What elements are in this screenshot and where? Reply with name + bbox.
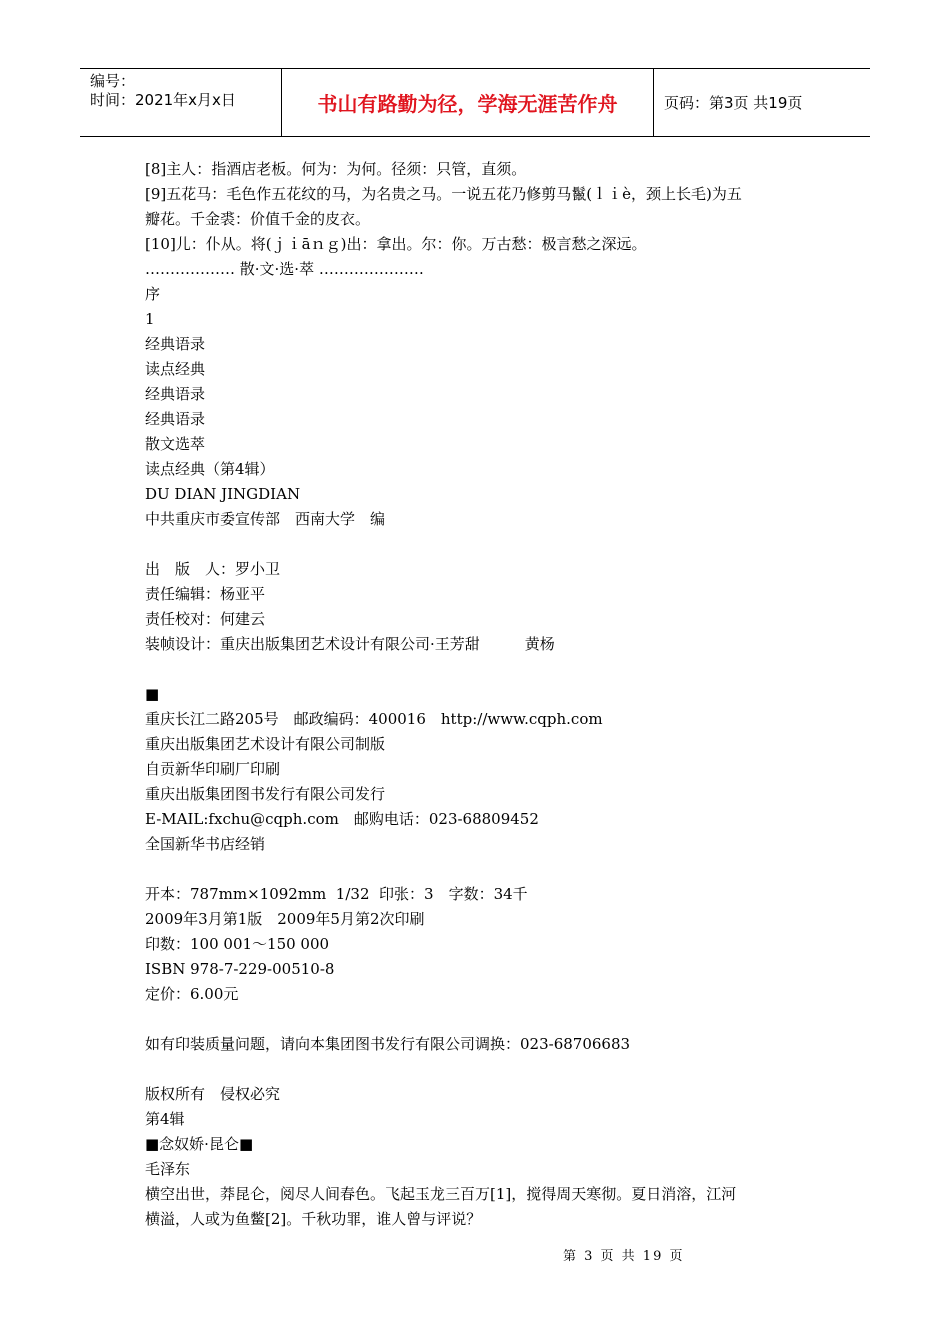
section-divider: ……………… 散·文·选·萃 ………………… [145,260,424,278]
body-line: 2009年3月第1版 2009年5月第2次印刷 [145,910,425,928]
body-line: 开本：787mm×1092mm 1/32 印张：3 字数：34千 [145,885,528,903]
body-line: 重庆出版集团图书发行有限公司发行 [145,785,386,803]
blank-line [145,1057,815,1082]
body-line: 经典语录 [145,410,206,428]
blank-line [145,1007,815,1032]
body-line: 责任编辑：杨亚平 [145,585,266,603]
body-line: 中共重庆市委宣传部 西南大学 编 [145,510,386,528]
body-line: 第4辑 [145,1110,185,1128]
blank-line [145,857,815,882]
footer-page-number: 第 3 页 共 19 页 [563,1249,685,1264]
header-meta-cell [80,69,282,136]
body-line: [9]五花马：毛色作五花纹的马，为名贵之马。一说五花乃修剪马鬣(ｌｉè，颈上长毛)为五 [145,185,742,203]
body-line: 1 [145,310,155,328]
document-body [145,157,815,1232]
body-line: 读点经典（第4辑） [145,460,275,478]
poem-line: 横溢，人或为鱼鳖[2]。千秋功罪，谁人曾与评说？ [145,1210,482,1228]
body-line: E-MAIL:fxchu@cqph.com 邮购电话：023-68809452 [145,810,539,828]
body-line: 重庆长江二路205号 邮政编码：400016 http://www.cqph.com [145,710,603,728]
header-motto: 书山有路勤为径，学海无涯苦作舟 [282,69,654,136]
body-line: 定价：6.00元 [145,985,239,1003]
body-line: 全国新华书店经销 [145,835,266,853]
body-line: 责任校对：何建云 [145,610,266,628]
square-bullet: ■ [145,685,160,703]
body-line: 装帧设计：重庆出版集团艺术设计有限公司·王芳甜 黄杨 [145,635,555,653]
poem-author: 毛泽东 [145,1160,191,1178]
header-table [80,68,870,137]
header-time-label: 时间：2021年x月x日 [90,91,236,109]
poem-line: 横空出世，莽昆仑，阅尽人间春色。飞起玉龙三百万[1]，搅得周天寒彻。夏日消溶，江河 [145,1185,737,1203]
body-line: 散文选萃 [145,435,206,453]
header-number-label: 编号： [90,72,136,90]
header-page-label: 页码：第3页 共19页 [664,94,803,112]
body-line: 出 版 人：罗小卫 [145,560,281,578]
body-line: DU DIAN JINGDIAN [145,485,301,503]
poem-title: ■念奴娇·昆仑■ [145,1135,254,1153]
body-line: 经典语录 [145,335,206,353]
body-line: [8]主人：指酒店老板。何为：为何。径须：只管，直须。 [145,160,527,178]
body-line: 瓣花。千金裘：价值千金的皮衣。 [145,210,371,228]
body-line: 自贡新华印刷厂印刷 [145,760,281,778]
body-line: 重庆出版集团艺术设计有限公司制版 [145,735,386,753]
body-line: 序 [145,285,161,303]
body-line: [10]儿：仆从。将(ｊｉāｎｇ)出：拿出。尔：你。万古愁：极言愁之深远。 [145,235,647,253]
body-line: 经典语录 [145,385,206,403]
body-line: ISBN 978-7-229-00510-8 [145,960,335,978]
body-line: 读点经典 [145,360,206,378]
body-line: 如有印装质量问题，请向本集团图书发行有限公司调换：023-68706683 [145,1035,631,1053]
body-line: 版权所有 侵权必究 [145,1085,281,1103]
blank-line [145,532,815,557]
body-line: 印数：100 001～150 000 [145,935,330,953]
blank-line [145,657,815,682]
